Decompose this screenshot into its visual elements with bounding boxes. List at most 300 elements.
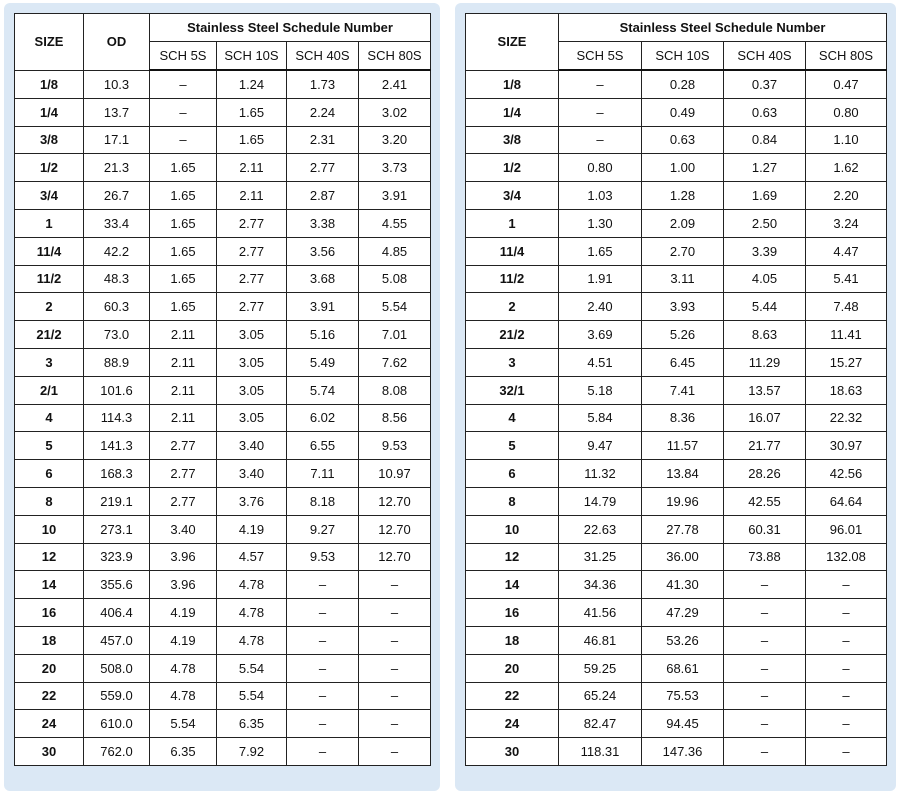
sch-10s-cell: 6.45 — [642, 348, 724, 376]
od-cell: 48.3 — [84, 265, 150, 293]
sch-10s-cell: 94.45 — [642, 710, 724, 738]
sch-40s-cell: 6.55 — [287, 432, 359, 460]
od-cell: 101.6 — [84, 376, 150, 404]
sch-10s-cell: 68.61 — [642, 654, 724, 682]
size-cell: 16 — [466, 599, 559, 627]
size-cell: 21/2 — [466, 321, 559, 349]
sch-10s-cell: 0.49 — [642, 98, 724, 126]
sch-10s-cell: 4.78 — [217, 626, 287, 654]
sch-80s-cell: 22.32 — [806, 404, 887, 432]
sch-5s-cell: – — [150, 98, 217, 126]
sch-40s-cell: – — [724, 654, 806, 682]
sch-5s-cell: 6.35 — [150, 738, 217, 766]
sch-40s-cell: 1.73 — [287, 70, 359, 98]
table-row — [466, 515, 887, 543]
right-panel — [455, 3, 896, 791]
size-cell: 22 — [466, 682, 559, 710]
sch-10s-cell: 3.05 — [217, 404, 287, 432]
od-cell: 559.0 — [84, 682, 150, 710]
sch-80s-cell: 15.27 — [806, 348, 887, 376]
weight-table — [465, 13, 887, 766]
size-cell: 1/8 — [466, 70, 559, 98]
size-cell: 6 — [15, 460, 84, 488]
sch-5s-cell: 2.40 — [559, 293, 642, 321]
table-row — [466, 321, 887, 349]
sch-5s-cell: 5.54 — [150, 710, 217, 738]
sch-40s-cell: 4.05 — [724, 265, 806, 293]
od-cell: 26.7 — [84, 182, 150, 210]
sch-10s-cell: 0.28 — [642, 70, 724, 98]
sch-10s-cell: 36.00 — [642, 543, 724, 571]
sch-80s-cell: 64.64 — [806, 487, 887, 515]
sch-10s-cell: 5.54 — [217, 682, 287, 710]
schedule-group-header: Stainless Steel Schedule Number — [150, 14, 431, 42]
sch-10s-cell: 2.77 — [217, 293, 287, 321]
sch-10s-cell: 0.63 — [642, 126, 724, 154]
sch-40s-cell: – — [287, 626, 359, 654]
size-cell: 11/2 — [15, 265, 84, 293]
left-panel — [4, 3, 440, 791]
table-row — [15, 126, 431, 154]
table-row — [466, 265, 887, 293]
od-cell: 406.4 — [84, 599, 150, 627]
size-cell: 8 — [15, 487, 84, 515]
sch-10s-cell: 13.84 — [642, 460, 724, 488]
sch-80s-cell: 7.01 — [359, 321, 431, 349]
sch-10s-cell: 2.70 — [642, 237, 724, 265]
sch-80s-cell: 9.53 — [359, 432, 431, 460]
od-cell: 114.3 — [84, 404, 150, 432]
size-cell: 1/4 — [466, 98, 559, 126]
schedule-group-header: Stainless Steel Schedule Number — [559, 14, 887, 42]
sch-5s-cell: 2.11 — [150, 348, 217, 376]
sch-80s-cell: 10.97 — [359, 460, 431, 488]
sch-5s-cell: 1.65 — [150, 237, 217, 265]
sch-5s-cell: 4.19 — [150, 626, 217, 654]
sch-5s-cell: 41.56 — [559, 599, 642, 627]
size-header: SIZE — [466, 14, 559, 71]
sch-5s-cell: 14.79 — [559, 487, 642, 515]
sch-5s-cell: 1.65 — [150, 182, 217, 210]
od-cell: 168.3 — [84, 460, 150, 488]
sch-5s-cell: 11.32 — [559, 460, 642, 488]
sch-5s-cell: – — [559, 70, 642, 98]
sch-5s-cell: 4.19 — [150, 599, 217, 627]
sch-10s-header: SCH 10S — [642, 42, 724, 71]
sch-40s-cell: – — [724, 571, 806, 599]
size-cell: 10 — [15, 515, 84, 543]
sch-40s-cell: 2.87 — [287, 182, 359, 210]
table-row — [15, 543, 431, 571]
sch-10s-cell: 75.53 — [642, 682, 724, 710]
table-row — [466, 98, 887, 126]
sch-5s-cell: 1.65 — [559, 237, 642, 265]
size-cell: 20 — [15, 654, 84, 682]
sch-80s-cell: – — [359, 738, 431, 766]
sch-40s-cell: 6.02 — [287, 404, 359, 432]
sch-40s-cell: 1.69 — [724, 182, 806, 210]
sch-5s-cell: 9.47 — [559, 432, 642, 460]
sch-40s-cell: 1.27 — [724, 154, 806, 182]
sch-80s-cell: 3.20 — [359, 126, 431, 154]
table-row — [466, 293, 887, 321]
sch-5s-cell: 2.11 — [150, 321, 217, 349]
sch-80s-cell: – — [806, 710, 887, 738]
sch-10s-cell: 47.29 — [642, 599, 724, 627]
sch-40s-cell: 8.63 — [724, 321, 806, 349]
sch-80s-header: SCH 80S — [359, 42, 431, 71]
sch-5s-cell: 2.77 — [150, 460, 217, 488]
sch-40s-cell: 5.49 — [287, 348, 359, 376]
sch-80s-cell: 12.70 — [359, 515, 431, 543]
sch-40s-cell: – — [724, 599, 806, 627]
size-cell: 24 — [15, 710, 84, 738]
table-row — [15, 738, 431, 766]
sch-5s-cell: 4.51 — [559, 348, 642, 376]
sch-10s-cell: 11.57 — [642, 432, 724, 460]
sch-80s-cell: 1.62 — [806, 154, 887, 182]
size-cell: 1 — [466, 209, 559, 237]
table-row — [15, 293, 431, 321]
sch-80s-cell: 132.08 — [806, 543, 887, 571]
table-row — [466, 348, 887, 376]
size-cell: 16 — [15, 599, 84, 627]
sch-10s-cell: 4.19 — [217, 515, 287, 543]
sch-80s-cell: 42.56 — [806, 460, 887, 488]
sch-5s-cell: 2.77 — [150, 432, 217, 460]
sch-10s-cell: 2.77 — [217, 237, 287, 265]
table-row — [15, 376, 431, 404]
sch-40s-cell: – — [724, 626, 806, 654]
size-cell: 1/4 — [15, 98, 84, 126]
sch-10s-cell: 2.11 — [217, 182, 287, 210]
sch-80s-cell: 3.91 — [359, 182, 431, 210]
sch-40s-cell: 0.84 — [724, 126, 806, 154]
sch-10s-cell: 1.00 — [642, 154, 724, 182]
sch-80s-cell: 12.70 — [359, 487, 431, 515]
table-row — [466, 571, 887, 599]
table-row — [15, 599, 431, 627]
size-cell: 5 — [466, 432, 559, 460]
table-row — [466, 70, 887, 98]
size-cell: 4 — [466, 404, 559, 432]
table-row — [15, 571, 431, 599]
sch-10s-cell: 3.05 — [217, 348, 287, 376]
table-row — [466, 487, 887, 515]
sch-40s-cell: – — [724, 710, 806, 738]
size-cell: 6 — [466, 460, 559, 488]
table-row — [466, 432, 887, 460]
sch-40s-cell: 13.57 — [724, 376, 806, 404]
sch-40s-cell: – — [287, 599, 359, 627]
table-row — [466, 599, 887, 627]
table-row — [15, 98, 431, 126]
size-cell: 1 — [15, 209, 84, 237]
size-cell: 3 — [466, 348, 559, 376]
sch-10s-cell: 7.41 — [642, 376, 724, 404]
sch-5s-cell: 59.25 — [559, 654, 642, 682]
table-row — [466, 738, 887, 766]
sch-80s-cell: – — [359, 571, 431, 599]
table-row — [466, 626, 887, 654]
sch-80s-cell: 5.08 — [359, 265, 431, 293]
od-cell: 17.1 — [84, 126, 150, 154]
sch-5s-cell: 82.47 — [559, 710, 642, 738]
sch-40s-cell: – — [287, 654, 359, 682]
sch-5s-cell: – — [150, 70, 217, 98]
od-header: OD — [84, 14, 150, 71]
sch-40s-cell: 11.29 — [724, 348, 806, 376]
size-cell: 5 — [15, 432, 84, 460]
sch-40s-cell: 60.31 — [724, 515, 806, 543]
size-cell: 30 — [466, 738, 559, 766]
sch-5s-cell: – — [559, 98, 642, 126]
sch-10s-cell: 5.26 — [642, 321, 724, 349]
od-cell: 508.0 — [84, 654, 150, 682]
sch-40s-cell: 3.56 — [287, 237, 359, 265]
size-cell: 2 — [15, 293, 84, 321]
sch-5s-cell: 1.03 — [559, 182, 642, 210]
sch-10s-cell: 2.77 — [217, 209, 287, 237]
sch-80s-cell: – — [806, 599, 887, 627]
od-cell: 13.7 — [84, 98, 150, 126]
od-cell: 73.0 — [84, 321, 150, 349]
sch-40s-cell: 2.24 — [287, 98, 359, 126]
sch-5s-cell: 3.69 — [559, 321, 642, 349]
size-cell: 3/8 — [15, 126, 84, 154]
size-cell: 3/4 — [15, 182, 84, 210]
sch-80s-header: SCH 80S — [806, 42, 887, 71]
sch-5s-cell: 1.65 — [150, 265, 217, 293]
size-cell: 3 — [15, 348, 84, 376]
sch-5s-cell: – — [150, 126, 217, 154]
sch-80s-cell: 3.73 — [359, 154, 431, 182]
size-cell: 32/1 — [466, 376, 559, 404]
table-row — [466, 182, 887, 210]
sch-5s-cell: 5.18 — [559, 376, 642, 404]
size-cell: 2/1 — [15, 376, 84, 404]
sch-40s-cell: 5.44 — [724, 293, 806, 321]
sch-40s-cell: 8.18 — [287, 487, 359, 515]
size-header: SIZE — [15, 14, 84, 71]
size-cell: 30 — [15, 738, 84, 766]
sch-40s-cell: 28.26 — [724, 460, 806, 488]
sch-80s-cell: 7.48 — [806, 293, 887, 321]
sch-40s-cell: 2.50 — [724, 209, 806, 237]
size-cell: 3/8 — [466, 126, 559, 154]
sch-40s-cell: 2.31 — [287, 126, 359, 154]
sch-10s-header: SCH 10S — [217, 42, 287, 71]
sch-80s-cell: 12.70 — [359, 543, 431, 571]
sch-40s-cell: – — [724, 682, 806, 710]
sch-10s-cell: 4.78 — [217, 571, 287, 599]
sch-40s-cell: 73.88 — [724, 543, 806, 571]
sch-80s-cell: – — [359, 710, 431, 738]
sch-5s-cell: 31.25 — [559, 543, 642, 571]
table-row — [466, 543, 887, 571]
table-row — [15, 654, 431, 682]
sch-40s-cell: 3.91 — [287, 293, 359, 321]
size-cell: 22 — [15, 682, 84, 710]
table-row — [15, 404, 431, 432]
size-cell: 12 — [15, 543, 84, 571]
sch-10s-cell: 3.05 — [217, 321, 287, 349]
sch-40s-cell: – — [287, 710, 359, 738]
od-cell: 10.3 — [84, 70, 150, 98]
sch-40s-cell: 3.39 — [724, 237, 806, 265]
table-row — [466, 654, 887, 682]
sch-10s-cell: 6.35 — [217, 710, 287, 738]
sch-80s-cell: 1.10 — [806, 126, 887, 154]
table-row — [15, 348, 431, 376]
sch-80s-cell: 18.63 — [806, 376, 887, 404]
sch-40s-cell: 5.74 — [287, 376, 359, 404]
sch-10s-cell: 2.11 — [217, 154, 287, 182]
sch-5s-cell: 46.81 — [559, 626, 642, 654]
sch-10s-cell: 3.93 — [642, 293, 724, 321]
sch-80s-cell: 2.41 — [359, 70, 431, 98]
table-row — [15, 626, 431, 654]
sch-80s-cell: – — [806, 738, 887, 766]
size-cell: 20 — [466, 654, 559, 682]
sch-10s-cell: 3.76 — [217, 487, 287, 515]
sch-10s-cell: 1.65 — [217, 98, 287, 126]
sch-10s-cell: 41.30 — [642, 571, 724, 599]
sch-5s-cell: – — [559, 126, 642, 154]
sch-80s-cell: – — [359, 626, 431, 654]
sch-5s-header: SCH 5S — [559, 42, 642, 71]
sch-5s-cell: 4.78 — [150, 654, 217, 682]
od-cell: 33.4 — [84, 209, 150, 237]
table-row — [466, 376, 887, 404]
sch-5s-cell: 2.11 — [150, 376, 217, 404]
size-cell: 11/4 — [15, 237, 84, 265]
od-cell: 219.1 — [84, 487, 150, 515]
size-cell: 14 — [15, 571, 84, 599]
wall-thickness-table — [14, 13, 431, 766]
sch-5s-header: SCH 5S — [150, 42, 217, 71]
sch-40s-cell: 2.77 — [287, 154, 359, 182]
table-body — [466, 70, 887, 765]
sch-80s-cell: 0.80 — [806, 98, 887, 126]
od-cell: 323.9 — [84, 543, 150, 571]
table-row — [15, 265, 431, 293]
sch-80s-cell: 8.08 — [359, 376, 431, 404]
sch-10s-cell: 53.26 — [642, 626, 724, 654]
od-cell: 457.0 — [84, 626, 150, 654]
table-row — [15, 182, 431, 210]
size-cell: 18 — [15, 626, 84, 654]
sch-40s-cell: 9.53 — [287, 543, 359, 571]
sch-5s-cell: 5.84 — [559, 404, 642, 432]
sch-5s-cell: 1.65 — [150, 154, 217, 182]
sch-40s-cell: 9.27 — [287, 515, 359, 543]
table-row — [15, 321, 431, 349]
sch-80s-cell: – — [806, 571, 887, 599]
size-cell: 18 — [466, 626, 559, 654]
table-row — [15, 710, 431, 738]
sch-5s-cell: 118.31 — [559, 738, 642, 766]
size-cell: 24 — [466, 710, 559, 738]
sch-80s-cell: – — [806, 626, 887, 654]
size-cell: 1/8 — [15, 70, 84, 98]
sch-40s-header: SCH 40S — [724, 42, 806, 71]
sch-10s-cell: 3.40 — [217, 460, 287, 488]
sch-80s-cell: 3.24 — [806, 209, 887, 237]
sch-80s-cell: – — [806, 654, 887, 682]
size-cell: 1/2 — [466, 154, 559, 182]
table-body — [15, 70, 431, 765]
sch-5s-cell: 34.36 — [559, 571, 642, 599]
size-cell: 10 — [466, 515, 559, 543]
size-cell: 11/2 — [466, 265, 559, 293]
sch-80s-cell: 3.02 — [359, 98, 431, 126]
sch-80s-cell: 11.41 — [806, 321, 887, 349]
sch-40s-cell: – — [724, 738, 806, 766]
table-row — [15, 682, 431, 710]
table-row — [15, 154, 431, 182]
sch-10s-cell: 3.11 — [642, 265, 724, 293]
sch-10s-cell: 1.65 — [217, 126, 287, 154]
sch-10s-cell: 8.36 — [642, 404, 724, 432]
sch-40s-cell: – — [287, 571, 359, 599]
size-cell: 21/2 — [15, 321, 84, 349]
od-cell: 60.3 — [84, 293, 150, 321]
od-cell: 762.0 — [84, 738, 150, 766]
od-cell: 141.3 — [84, 432, 150, 460]
sch-80s-cell: 4.47 — [806, 237, 887, 265]
sch-80s-cell: – — [359, 599, 431, 627]
od-cell: 88.9 — [84, 348, 150, 376]
table-row — [466, 404, 887, 432]
sch-10s-cell: 3.40 — [217, 432, 287, 460]
sch-10s-cell: 7.92 — [217, 738, 287, 766]
table-row — [15, 432, 431, 460]
sch-10s-cell: 147.36 — [642, 738, 724, 766]
table-row — [466, 209, 887, 237]
table-row — [466, 710, 887, 738]
sch-80s-cell: 5.41 — [806, 265, 887, 293]
sch-5s-cell: 4.78 — [150, 682, 217, 710]
sch-40s-cell: – — [287, 738, 359, 766]
size-cell: 8 — [466, 487, 559, 515]
table-row — [15, 460, 431, 488]
od-cell: 42.2 — [84, 237, 150, 265]
table-row — [15, 487, 431, 515]
sch-80s-cell: 0.47 — [806, 70, 887, 98]
od-cell: 273.1 — [84, 515, 150, 543]
sch-5s-cell: 1.65 — [150, 209, 217, 237]
table-row — [15, 70, 431, 98]
sch-40s-cell: – — [287, 682, 359, 710]
sch-80s-cell: 5.54 — [359, 293, 431, 321]
sch-5s-cell: 0.80 — [559, 154, 642, 182]
sch-5s-cell: 22.63 — [559, 515, 642, 543]
size-cell: 11/4 — [466, 237, 559, 265]
sch-5s-cell: 3.96 — [150, 571, 217, 599]
size-cell: 1/2 — [15, 154, 84, 182]
sch-5s-cell: 3.96 — [150, 543, 217, 571]
sch-10s-cell: 5.54 — [217, 654, 287, 682]
sch-5s-cell: 1.65 — [150, 293, 217, 321]
sch-80s-cell: 8.56 — [359, 404, 431, 432]
table-row — [466, 237, 887, 265]
od-cell: 355.6 — [84, 571, 150, 599]
table-row — [15, 515, 431, 543]
table-row — [15, 209, 431, 237]
sch-10s-cell: 27.78 — [642, 515, 724, 543]
sch-5s-cell: 2.11 — [150, 404, 217, 432]
